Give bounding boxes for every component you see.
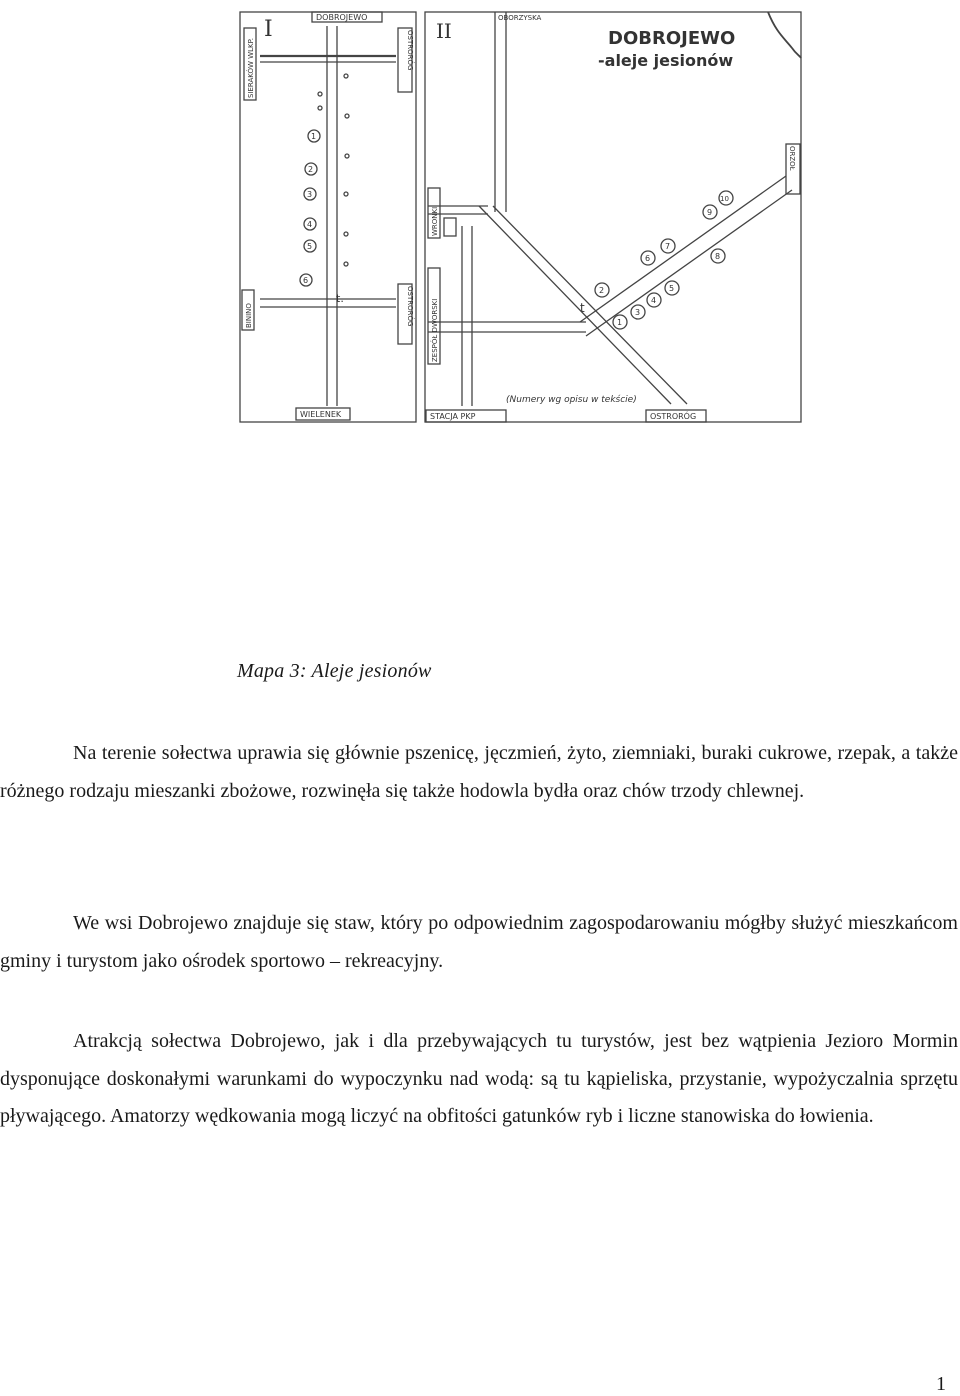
map-right-road-bottom-left: STACJA PKP	[430, 412, 476, 421]
map-right-tree-number: 9	[707, 208, 713, 217]
map-figure	[236, 6, 802, 430]
paragraph-lake: Atrakcją sołectwa Dobrojewo, jak i dla przebywających tu turystów, jest bez wątpienia Jezioro Mormin dysponujące doskonałymi warunkami do wypoczynku nad wodą: są tu kąpieliska, przystanie, wypożyczalnia sprzętu pływającego. Amatorzy wędkowania mogą liczyć na obfitości gatunków ryb i liczne stanowiska do łowienia.	[0, 1030, 958, 1127]
map-right-title-line1: DOBROJEWO	[608, 28, 736, 49]
map-left-tree-number: 5	[307, 242, 313, 251]
map-right-tree-number: 4	[651, 296, 657, 305]
map-right-tree-number: 1	[617, 318, 623, 327]
map-right-church-mark: t	[580, 301, 585, 315]
map-right-tree-number: 7	[665, 242, 671, 251]
map-right-numeral: II	[436, 19, 452, 43]
map-left-road-bottom: WIELENEK	[300, 410, 342, 419]
paragraph-pond: We wsi Dobrojewo znajduje się staw, który po odpowiednim zagospodarowaniu mógłby służyć mieszkańcom gminy i turystom jako ośrodek sportowo – rekreacyjny.	[0, 912, 958, 972]
map-right-note: (Numery wg opisu w tekście)	[506, 395, 637, 405]
map-left-numeral: I	[264, 17, 273, 42]
map-left-tree-number: 1	[311, 132, 317, 141]
map-left-tree-number: 4	[307, 220, 313, 229]
map-right-tree-number: 10	[720, 195, 729, 203]
map-left-road-right-top: OSTRORÓG	[406, 30, 414, 71]
map-right-tree-number: 3	[635, 308, 641, 317]
map-left-road-left-bottom: BININO	[245, 303, 253, 328]
map-left-road-top: DOBROJEWO	[316, 13, 368, 22]
map-right-road-left-lower: ZESPÓŁ DWORSKI	[431, 298, 439, 362]
map-right-tree-number: 2	[599, 286, 605, 295]
map-caption: Mapa 3: Aleje jesionów	[237, 660, 432, 682]
map-left-tree-number: 3	[307, 190, 313, 199]
map-right-tree-number: 5	[669, 284, 675, 293]
map-left-tree-number: 6	[303, 276, 309, 285]
map-left-road-right-bottom: OSTRORÓG	[406, 286, 414, 327]
map-right-road-bottom-right: OSTRORÓG	[650, 412, 697, 421]
map-right-tree-number: 6	[645, 254, 651, 263]
paragraph-agriculture: Na terenie sołectwa uprawia się głównie pszenicę, jęczmień, żyto, ziemniaki, buraki cukrowe, rzepak, a także różnego rodzaju mieszanki zbożowe, rozwinęła się także hodowla bydła oraz chów trzody chlewnej.	[0, 742, 958, 802]
map-labels	[236, 6, 802, 430]
page-number: 1	[936, 1373, 946, 1395]
map-right-tree-number: 8	[715, 252, 721, 261]
map-right-road-left-mid: WRONKI	[431, 206, 439, 236]
map-right-title-line2: -aleje jesionów	[598, 51, 734, 70]
map-left-church-mark: t.	[336, 292, 344, 305]
map-left-road-left-top: SIERAKÓW WLKP.	[247, 38, 255, 98]
map-right-road-top: OBORZYSKA	[498, 14, 542, 22]
map-left-tree-number: 2	[308, 165, 314, 174]
map-right-road-right: ORZOŁ	[788, 146, 796, 171]
